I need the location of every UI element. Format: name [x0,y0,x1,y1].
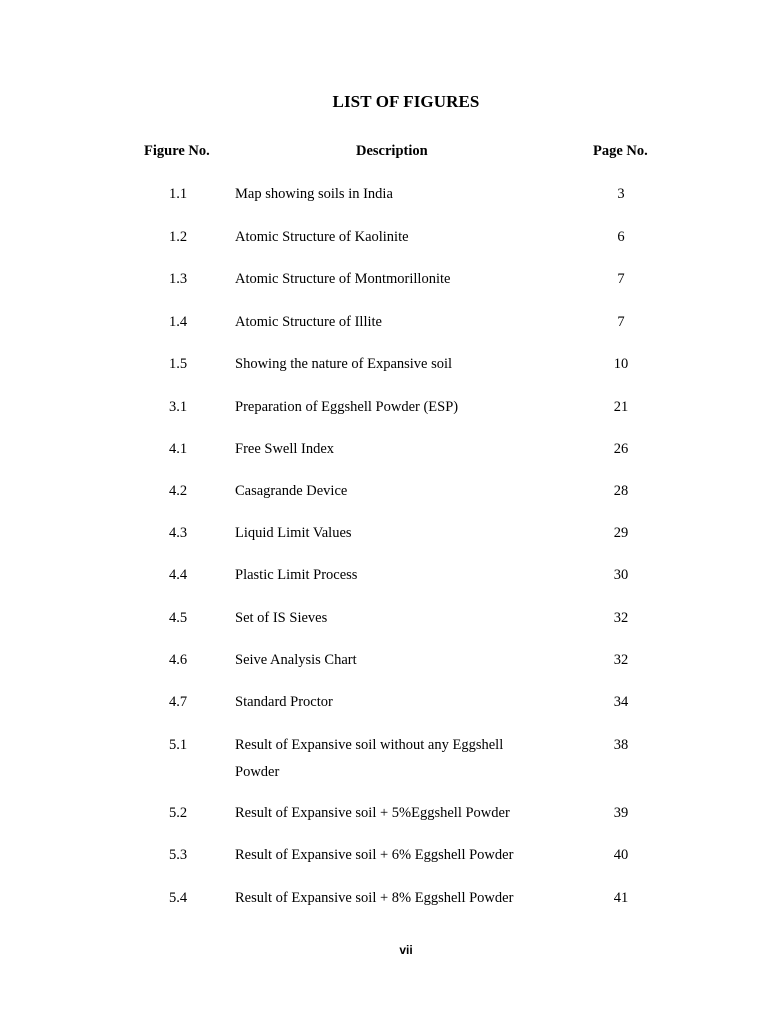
figure-description: Preparation of Eggshell Powder (ESP) [235,399,459,415]
figure-page: 7 [617,314,625,330]
figure-page: 38 [613,737,629,753]
figure-number: 1.1 [168,186,188,202]
figure-page: 30 [613,567,629,583]
figure-description: Result of Expansive soil + 8% Eggshell Powder [235,890,514,906]
figure-number: 4.6 [168,652,188,668]
figure-page: 7 [617,271,625,287]
figure-number: 5.4 [168,890,188,906]
figure-description: Atomic Structure of Kaolinite [235,229,409,245]
figure-page: 3 [617,186,625,202]
figure-description: Atomic Structure of Montmorillonite [235,271,451,287]
figure-number: 4.7 [168,694,188,710]
figure-page: 28 [613,483,629,499]
figure-description: Casagrande Device [235,483,348,499]
figure-description: Result of Expansive soil + 5%Eggshell Powder [235,805,510,821]
figure-description: Showing the nature of Expansive soil [235,356,453,372]
figure-page: 32 [613,610,629,626]
figure-page: 32 [613,652,629,668]
figure-number: 5.2 [168,805,188,821]
figure-number: 3.1 [168,399,188,415]
figure-number: 1.2 [168,229,188,245]
figure-description: Standard Proctor [235,694,333,710]
figure-page: 40 [613,847,629,863]
figure-page: 26 [613,441,629,457]
column-header-page-no: Page No. [593,143,648,159]
figure-number: 5.1 [168,737,188,753]
figure-description: Result of Expansive soil without any Eggshell Powder [235,737,504,780]
figure-number: 4.5 [168,610,188,626]
figure-number: 1.5 [168,356,188,372]
figure-description: Seive Analysis Chart [235,652,357,668]
figure-description: Liquid Limit Values [235,525,352,541]
figure-description: Result of Expansive soil + 6% Eggshell Powder [235,847,514,863]
figure-number: 5.3 [168,847,188,863]
page-number: vii [399,943,413,957]
figure-page: 21 [613,399,629,415]
figure-page: 34 [613,694,629,710]
figure-page: 29 [613,525,629,541]
figure-description: Atomic Structure of Illite [235,314,382,330]
figure-description: Free Swell Index [235,441,335,457]
figure-page: 39 [613,805,629,821]
figure-number: 4.4 [168,567,188,583]
figure-description: Map showing soils in India [235,186,393,202]
figure-page: 41 [613,890,629,906]
figure-number: 4.2 [168,483,188,499]
figure-number: 4.3 [168,525,188,541]
figure-page: 10 [613,356,629,372]
figure-number: 1.4 [168,314,188,330]
figure-description: Plastic Limit Process [235,567,358,583]
page-title: LIST OF FIGURES [332,92,480,111]
column-header-figure-no: Figure No. [144,143,210,159]
figure-description: Set of IS Sieves [235,610,328,626]
figure-number: 1.3 [168,271,188,287]
figure-page: 6 [617,229,625,245]
figure-number: 4.1 [168,441,188,457]
column-header-description: Description [356,143,428,159]
